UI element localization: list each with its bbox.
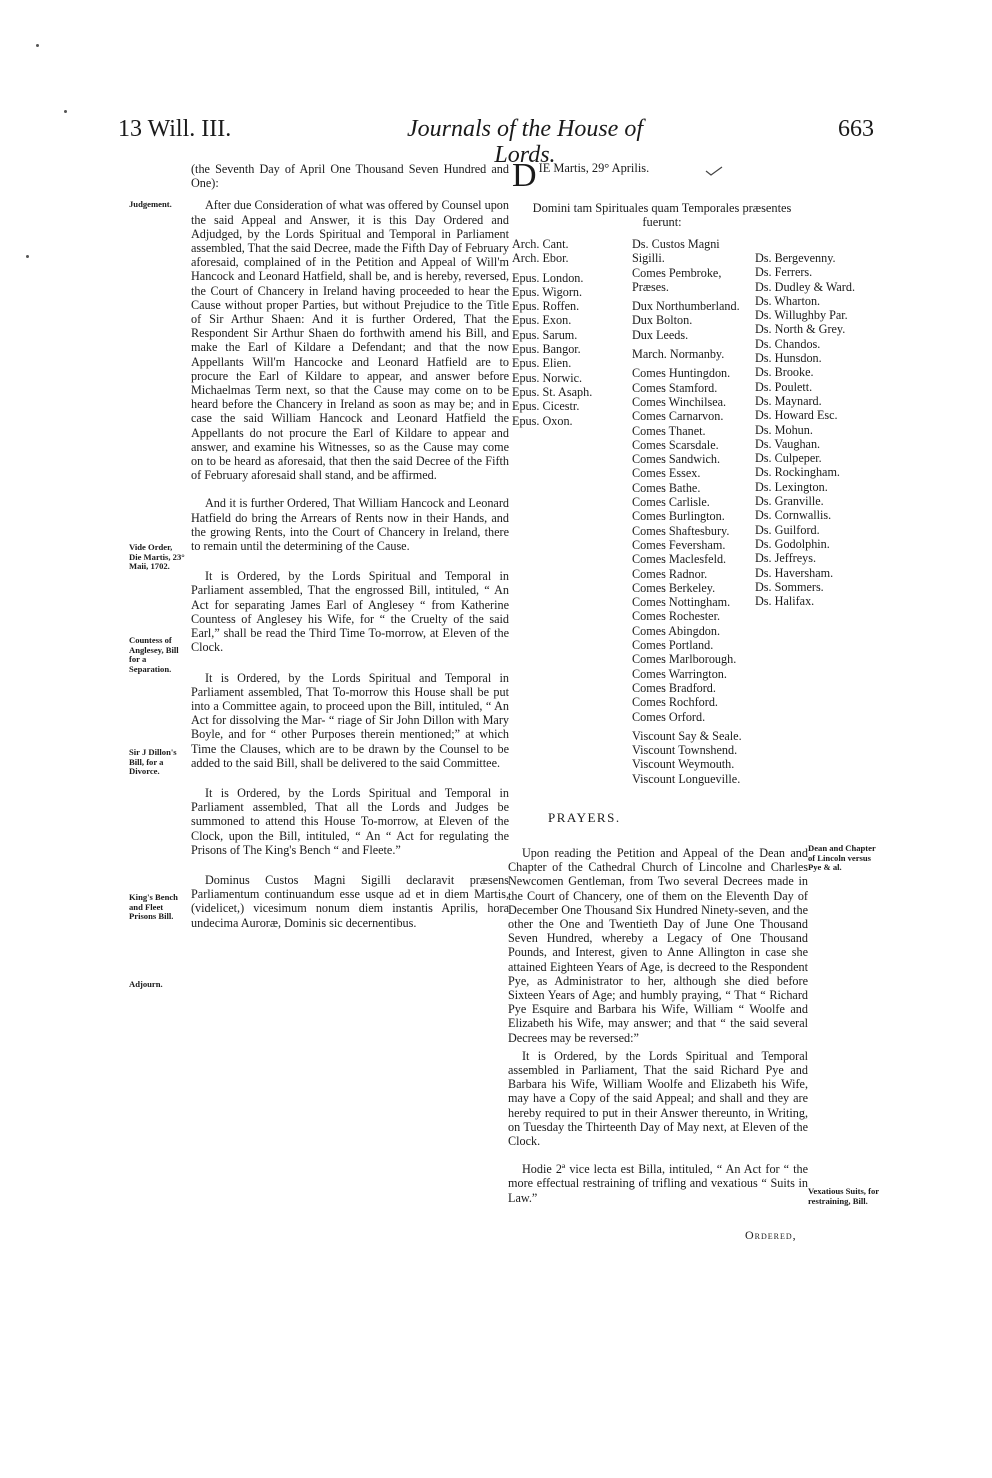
attendance-name: Comes Bradford. (632, 680, 716, 695)
attendance-name: Comes Winchilsea. (632, 394, 727, 409)
attendance-name: Viscount Longueville. (632, 771, 741, 786)
attendance-name: Comes Pembroke, (632, 265, 722, 280)
die-date: IE Martis, 29° Aprilis. (538, 161, 650, 175)
attendance-name: Epus. Bangor. (512, 342, 581, 357)
attendance-name: Ds. North & Grey. (755, 322, 846, 337)
adjourn-text: Dominus Custos Magni Sigilli declaravit præsens Parliamentum continuandum esse usque ad et in diem Martis, (videlicet,) vicesimum nonum diem instantis Aprilis, hora undecima Auroræ, Dominis sic decernentibus. (191, 872, 509, 930)
attendance-name: Comes Scarsdale. (632, 437, 719, 452)
attendance-name: Ds. Dudley & Ward. (755, 279, 856, 294)
attendance-list-bishops (512, 237, 592, 428)
margin-note-vexatious: Vexatious Suits, for restraining, Bill. (808, 1186, 879, 1206)
attendance-list-peers (632, 237, 742, 786)
margin-note-kings-bench: King's Bench and Fleet Prisons Bill. (129, 892, 178, 922)
attendance-name: Epus. Oxon. (512, 413, 573, 428)
attendance-name: Epus. Sarum. (512, 327, 578, 342)
attendance-name: Comes Maclesfeld. (632, 552, 727, 567)
drop-cap: D (512, 157, 537, 194)
margin-note-anglesey: Countess of Anglesey, Bill for a Separation. (129, 635, 179, 674)
attendance-name: Comes Stamford. (632, 380, 718, 395)
attendance-name: Comes Warrington. (632, 666, 727, 681)
attendance-name: Dux Northumberland. (632, 299, 740, 314)
attendance-name: Ds. Willughby Par. (755, 308, 848, 323)
attendance-name: Epus. London. (512, 270, 584, 285)
attendance-name: Ds. Custos Magni (632, 237, 720, 251)
vexatious-text: Hodie 2ª vice lecta est Billa, intituled, “ An Act for “ the more effectual restraining of trifling and vexatious “ Suits in Law.” (508, 1162, 808, 1205)
anglesey-text: It is Ordered, by the Lords Spiritual and Temporal in Parliament assembled, That the engrossed Bill, intituled, “ An Act for separating James Earl of Anglesey “ from Katherine Countess of Anglesey his Wife, for “ the Cruelty of the said Earl,” shall be read the Third Time To-morrow, at Eleven of the Clock. (191, 569, 509, 655)
domini-heading: Domini tam Spirituales quam Temporales præsentes fuerunt: (532, 201, 792, 229)
attendance-name: Ds. Hunsdon. (755, 351, 822, 366)
attendance-name: Ds. Culpeper. (755, 451, 822, 466)
attendance-name: Comes Nottingham. (632, 595, 731, 610)
attendance-name: Ds. Haversham. (755, 565, 834, 580)
attendance-name: Epus. Roffen. (512, 299, 580, 314)
attendance-name: Sigilli. (632, 251, 665, 266)
dean-text: Upon reading the Petition and Appeal of the Dean and Chapter of the Cathedral Church of Lincolne and Charles Newcomen Gentleman, from Two several Decrees made in the Court of Chancery, one of them on the Eleventh Day of December One Thousand Six Hundred Ninety-seven, and the other the One and Twentieth Day of June One Thousand Seven Hundred, whereby a Legacy of One Thousand Pounds, and Interest, given to Anne Allington in case she attained Eighteen Years of Age, is decreed to the Respondent Pye, as Administrator to her, although she died before Sixteen Years of Age; and humbly praying, “ That “ Richard Pye Esquire and Barbara his Wife, William “ Woolfe and Elizabeth his Wife, may answer; and that “ the said several Decrees may be reversed:” (508, 846, 808, 1045)
margin-note-adjourn: Adjourn. (129, 979, 163, 989)
attendance-name: Ds. Godolphin. (755, 536, 830, 551)
die-heading (512, 157, 650, 194)
attendance-name: Ds. Wharton. (755, 293, 821, 308)
attendance-name: Comes Carlisle. (632, 495, 710, 510)
header-title: Journals of the House of Lords. (407, 116, 643, 168)
attendance-name: Comes Abingdon. (632, 623, 721, 638)
attendance-name: Ds. Howard Esc. (755, 408, 838, 423)
header-regnal-year: 13 Will. III. (118, 116, 232, 142)
attendance-name: Comes Berkeley. (632, 580, 716, 595)
attendance-name: Epus. St. Asaph. (512, 384, 593, 399)
attendance-name: Comes Essex. (632, 466, 701, 481)
attendance-name: Ds. Granville. (755, 494, 824, 509)
margin-note-judgement: Judgement. (129, 199, 172, 209)
attendance-name: Comes Huntingdon. (632, 366, 731, 381)
attendance-name: Viscount Townshend. (632, 743, 738, 758)
attendance-name: Ds. Mohun. (755, 422, 813, 437)
margin-note-vide-order: Vide Order, Die Martis, 23° Maii, 1702. (129, 542, 185, 572)
attendance-name: Comes Sandwich. (632, 452, 721, 467)
attendance-name: Comes Portland. (632, 638, 714, 653)
attendance-name: Comes Orford. (632, 709, 706, 724)
attendance-name: Epus. Wigorn. (512, 284, 583, 299)
attendance-name: Dux Bolton. (632, 313, 693, 328)
attendance-name: Comes Carnarvon. (632, 409, 724, 424)
attendance-name: Comes Thanet. (632, 423, 706, 438)
attendance-name: Ds. Brooke. (755, 365, 814, 380)
attendance-name: Epus. Norwic. (512, 370, 583, 385)
continuation-text: (the Seventh Day of April One Thousand Seven Hundred and One): (191, 162, 509, 191)
attendance-name: Ds. Halifax. (755, 594, 815, 609)
attendance-name: Ds. Guilford. (755, 522, 820, 537)
attendance-name: Comes Rochester. (632, 609, 721, 624)
attendance-name: Ds. Sommers. (755, 579, 824, 594)
dean-petition (508, 846, 808, 1205)
attendance-name: Arch. Ebor. (512, 251, 569, 266)
attendance-name: Epus. Cicestr. (512, 399, 580, 414)
attendance-name: Comes Rochford. (632, 695, 718, 710)
attendance-name: Dux Leeds. (632, 327, 689, 342)
kings-bench-text: It is Ordered, by the Lords Spiritual and Temporal in Parliament assembled, That all the Lords and Judges be summoned to attend this House To-morrow, at Eleven of the Clock, upon the Bill, intituled, “ An “ Act for regulating the Prisons of The King's Bench “ and Fleete.” (191, 785, 509, 857)
attendance-name: Epus. Elien. (512, 356, 572, 371)
attendance-name: Comes Radnor. (632, 566, 708, 581)
left-column (191, 162, 509, 930)
margin-note-dean: Dean and Chapter of Lincoln versus Pye & al. (808, 843, 876, 873)
attendance-name: Ds. Vaughan. (755, 436, 821, 451)
margin-note-dillon: Sir J Dillon's Bill, for a Divorce. (129, 747, 177, 777)
attendance-name: Ds. Bergevenny. (755, 251, 836, 265)
judgement-text: After due Consideration of what was offered by Counsel upon the said Appeal and Answer, it is this Day Ordered and Adjudged, by the Lords Spiritual and Temporal in Parliament assembled, That the said Decree, made the Fifth Day of February aforesaid, complained of in the Petition and Appeal of Will'm Hancock and Leonard Hatfield, shall be, and is hereby, reversed, the Court of Chancery in Ireland having proceeded to hear the Cause without proper Parties, but without Prejudice to the Title of Sir Arthur Shaen: And it is further Ordered, That the Respondent Sir Arthur Shaen do forthwith amend his Bill, and make the Earl of Kildare a Defendant; and that the now Appellants Will'm Hancocke and Leonard Hatfield are to procure the Earl of Kildare to appear, and answer before Michaelmas Term next, so that the Cause may come on to be heard before the Chancery in Ireland as soon as may be; and in case the said William Hancock and Leonard Hatfield the Appellants do not procure the Earl of Kildare to appear and answer, and examine his Witnesses, so as the Cause may come on to be heard as aforesaid, that then the said Decree of the Fifth of February aforesaid shall stand, and be affirmed. (191, 198, 509, 483)
attendance-name: Comes Shaftesbury. (632, 523, 730, 538)
page-number: 663 (838, 116, 874, 142)
attendance-name: Viscount Weymouth. (632, 757, 735, 772)
attendance-name: Ds. Rockingham. (755, 465, 840, 480)
attendance-name: Epus. Exon. (512, 313, 572, 328)
attendance-name: Ds. Maynard. (755, 393, 822, 408)
prayers-heading: PRAYERS. (548, 810, 621, 825)
attendance-name: Ds. Poulett. (755, 379, 813, 394)
attendance-name: Præses. (632, 279, 669, 294)
attendance-name: Ds. Lexington. (755, 479, 828, 494)
attendance-name: Ds. Jeffreys. (755, 551, 817, 566)
dean-order-text: It is Ordered, by the Lords Spiritual and Temporal assembled in Parliament, That the said Richard Pye and Barbara his Wife, William Woolfe and Elizabeth his Wife, may have a Copy of the said Appeal; and shall and they are hereby required to put in their Answer thereunto, in Writing, on Tuesday the Thirteenth Day of May next, at Eleven of the Clock. (508, 1048, 808, 1149)
attendance-name: Comes Feversham. (632, 537, 726, 552)
attendance-name: Ds. Ferrers. (755, 265, 813, 280)
ordered-catchword: Ordered, (745, 1228, 797, 1242)
dillon-text: It is Ordered, by the Lords Spiritual and Temporal in Parliament assembled, That To-morrow this House shall be put into a Committee again, to proceed upon the Bill, intituled, “ An Act for dissolving the Mar- “ riage of Sir John Dillon with Mary Boyle, and for “ other Purposes therein mentioned;” at which Time the Clauses, which are to be drawn by the Counsel to be added to the said Bill, shall be delivered to the said Committee. (191, 670, 509, 770)
attendance-name: Ds. Chandos. (755, 336, 821, 351)
attendance-name: Arch. Cant. (512, 237, 569, 251)
attendance-name: Comes Marlborough. (632, 652, 737, 667)
attendance-name: Viscount Say & Seale. (632, 728, 742, 743)
attendance-name: Comes Burlington. (632, 509, 725, 524)
attendance-name: March. Normanby. (632, 347, 725, 362)
vide-order-text: And it is further Ordered, That William Hancock and Leonard Hatfield do bring the Arrears of Rents now in their Hands, and the growing Rents, into the Court of Chancery in Ireland, there to remain until the determining of the Cause. (191, 496, 509, 554)
checkmark-icon (705, 166, 723, 176)
attendance-name: Comes Bathe. (632, 480, 701, 495)
attendance-name: Ds. Cornwallis. (755, 508, 832, 523)
attendance-list-barons (755, 251, 855, 608)
